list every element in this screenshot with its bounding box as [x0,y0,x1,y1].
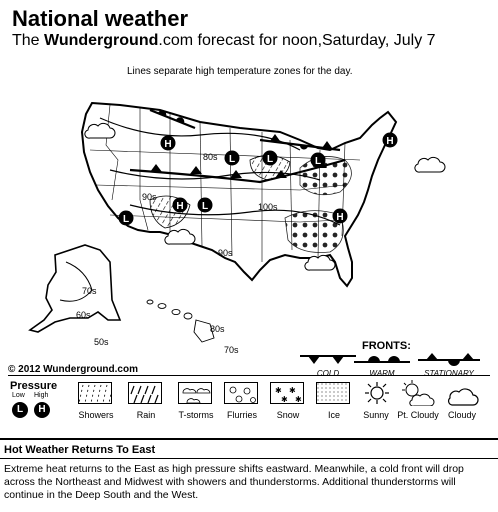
legend-stationary-front [416,352,482,376]
pressure-center-high [161,136,176,151]
temp-label: 60s [76,310,91,320]
pressure-center-low [198,198,213,213]
story-body: Extreme heat returns to the East as high pressure shifts eastward. Meanwhile, a cold front will drop across the Northeast and Midwest with showers and thunderstorms. Additional thunderstorms will continue in the Deep South and the West. [4,463,464,501]
legend-cloudy [442,380,482,424]
pressure-center-low [119,211,134,226]
subtitle-prefix: The [12,32,45,49]
pressure-center-high [333,209,348,224]
legend-label: Ice [327,410,340,420]
legend-label: T-storms [178,410,214,420]
pressure-center-low [263,151,278,166]
page-title: National weather [12,6,189,31]
flurries-pattern [224,382,258,404]
story-divider [0,458,498,459]
svg-text:L: L [314,156,322,167]
svg-text:L: L [228,154,236,165]
temp-label: 50s [94,337,109,347]
pressure-low-symbol: L [12,402,28,418]
temp-label: 70s [82,286,97,296]
pressure-center-high [383,133,398,148]
svg-text:H: H [176,201,184,212]
svg-text:H: H [336,212,344,223]
temp-label: 90s [142,192,157,202]
story-top-rule [0,438,498,440]
temp-label: 70s [224,345,239,355]
legend-label: Flurries [226,410,257,420]
fronts-title: FRONTS: [362,340,411,352]
subtitle-suffix: forecast for noon,Saturday, July 7 [193,32,436,49]
svg-text:✱: ✱ [289,386,296,395]
rain-pattern [128,382,162,404]
legend-divider [8,375,490,376]
showers-pattern [78,382,112,404]
hawaii-temperature-labels [210,324,239,355]
partly-cloudy-icon [398,380,438,406]
svg-text:✱: ✱ [275,386,282,395]
svg-text:L: L [266,154,274,165]
legend-label: Rain [136,410,156,420]
warm-front-symbol [352,352,412,368]
pressure-title: Pressure [10,380,58,392]
legend-tstorms [176,380,216,424]
temp-label: 100s [258,202,278,212]
us-weather-map [0,80,498,370]
story-headline: Hot Weather Returns To East [4,444,156,456]
ice-pattern [316,382,350,404]
pressure-high-symbol: H [34,402,50,418]
temp-label: 80s [210,324,225,334]
legend-label: Showers [78,410,114,420]
pressure-center-low [225,151,240,166]
svg-text:H: H [386,136,394,147]
cold-front-symbol [298,352,358,368]
pressure-center-low [311,153,326,168]
stationary-front-label: STATIONARY [424,369,474,378]
snow-pattern [270,382,304,404]
pressure-center-high [173,198,188,213]
map-tagline: Lines separate high temperature zones for the day. [127,66,353,77]
pressure-high-label: High [34,392,49,399]
legend-label: Pt. Cloudy [397,410,439,420]
subtitle-brand: Wunderground [44,32,159,49]
temp-label: 90s [218,248,233,258]
cloud-icon [415,157,445,172]
svg-text:✱: ✱ [281,395,288,404]
tstorm-pattern [178,382,212,404]
warm-front-label: WARM [369,369,395,378]
legend-cold-front [298,352,358,376]
pressure-low-label: Low [12,392,25,399]
legend-label: Snow [276,410,300,420]
subtitle-domain: .com [158,32,194,49]
legend-showers [76,380,116,424]
svg-text:L: L [201,201,209,212]
svg-text:H: H [164,139,172,150]
legend-snow [268,380,308,424]
stationary-front-symbol [416,352,482,368]
cold-front-label: COLD [316,369,340,378]
temp-label: 80s [203,152,218,162]
svg-text:L: L [122,214,130,225]
legend-label: Cloudy [447,410,476,420]
svg-text:✱: ✱ [295,395,302,404]
legend-warm-front [352,352,412,376]
page-subtitle [12,32,436,50]
sun-icon [360,380,394,406]
copyright: © 2012 Wunderground.com [8,364,138,375]
legend-label: Sunny [363,410,389,420]
hawaii-islands [147,300,214,342]
legend-rain [126,380,166,424]
contiguous-us-outline [82,103,396,286]
alaska-outline [30,245,120,332]
cloud-icon [442,380,482,406]
legend-partly-cloudy [398,380,438,424]
legend-flurries [222,380,262,424]
